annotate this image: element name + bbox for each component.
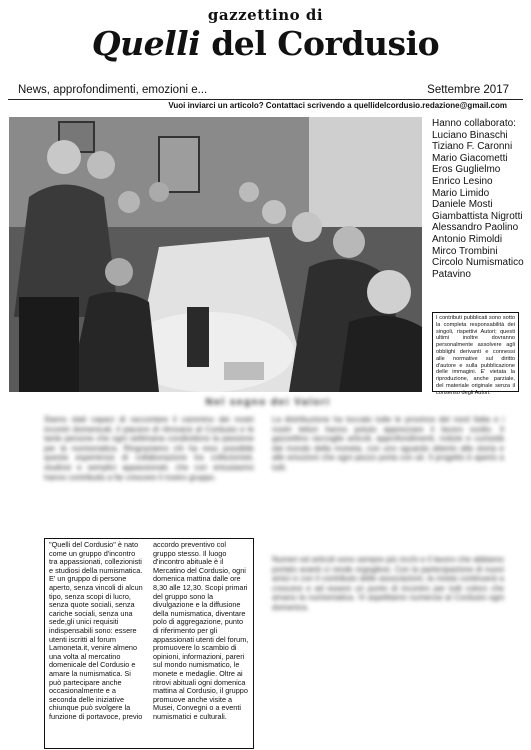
newsletter-kicker: gazzettino di (207, 6, 324, 24)
collaborator-name: Tiziano F. Caronni (432, 141, 513, 153)
collaborator-name: Enrico Lesino (432, 175, 493, 187)
article-headline: Nel segno dei Valori (205, 397, 331, 408)
article-column-right-top: La distribuzione ha toccato tutte le province del nord Italia e i nostri lettori hanno potuto apprezzare il lavoro svolto. Il gazzettino raccoglie articoli, approfondimenti, notizie e curiosità dal mondo della moneta, con uno sguardo attento alla storia e alle emozioni che ogni pezzo porta con sé. Il progetto è aperto a tutti. (272, 415, 504, 472)
collaborators-list (432, 118, 524, 280)
collaborator-name: Mirco Trombini (432, 245, 498, 257)
issue-date: Settembre 2017 (427, 84, 509, 96)
copyright-disclaimer: I contributi pubblicati sono sotto la completa responsabilità dei singoli, rispettivi Autori; questi ultimi inoltre dovranno personalmente assolvere agli obblighi derivanti e connessi alle normative sul diritto d'autore e sulla pubblicazione delle immagini. E' vietata la riproduzione, anche parziale, del materiale originale senza il consenso degli Autori. (432, 312, 519, 392)
masthead-title (0, 24, 531, 63)
collaborator-name: Mario Giacometti (432, 152, 508, 164)
masthead-title-rest: del Cordusio (200, 24, 440, 63)
collaborator-name: Mario Limido (432, 187, 490, 199)
about-group-box: "Quelli del Cordusio" è nato come un gruppo d'incontro tra appassionati, collezionisti e studiosi della numismatica. E' un gruppo di persone aperto, senza vincoli di alcun tipo, senza scopi di lucro, senza quote sociali, senza cariche sociali, senza una sede,gli unici requisiti indispensabili sono: essere utenti iscritti al forum Lamoneta.it, venire almeno una volta al mercatino domenicale del Cordusio e amare la numismatica. Si può partecipare anche occasionalmente e a seconda delle iniziative chiunque può svolgere la funzione di portavoce, previo accordo preventivo col gruppo stesso. Il luogo d'incontro abituale è il Mercatino del Cordusio, ogni domenica mattina dalle ore 8,30 alle 12,30. Scopi primari del gruppo sono la divulgazione e la diffusione della numismatica, diventare polo di aggregazione, punto di riferimento per gli appassionati utenti del forum, promuovere lo scambio di opinioni, informazioni, pareri sul mondo numismatico, le monete e medaglie. Oltre ai ritrovi abituali ogni domenica mattina al Cordusio, il gruppo promuove anche visite a Musei, Convegni o a eventi numismatici e culturali. (44, 538, 254, 749)
collaborator-name: Luciano Binaschi (432, 129, 508, 141)
collaborator-name: Giambattista Nigrotti (432, 210, 523, 222)
collaborator-name: Alessandro Paolino (432, 222, 519, 234)
group-photo-illustration (9, 117, 422, 392)
contact-invite: Vuoi inviarci un articolo? Contattaci scrivendo a quellidelcordusio.redazione@gmail.com (168, 101, 507, 110)
tagline: News, approfondimenti, emozioni e... (18, 84, 208, 96)
article-column-right-bottom: Numeri ed articoli sono sempre più ricchi e il lavoro che abbiamo portato avanti ci rende orgogliosi. Con la partecipazione di nuovi amici e con il contributo delle associazioni, la rivista continuerà a crescere e ad essere un punto di incontro per tutti coloro che amano la numismatica. Vi aspettiamo numerosi al Cordusio ogni domenica. (272, 555, 504, 612)
collaborators-heading: Hanno collaborato: (432, 118, 516, 129)
collaborator-name: Daniele Mosti (432, 199, 493, 211)
collaborator-name: Antonio Rimoldi (432, 233, 503, 245)
collaborator-name: Patavino (432, 268, 471, 280)
masthead-title-italic: Quelli (91, 24, 201, 63)
collaborator-name: Eros Guglielmo (432, 164, 501, 176)
header-rule (8, 99, 523, 100)
group-photo (9, 117, 422, 392)
collaborator-name: Circolo Numismatico (432, 257, 524, 269)
article-column-left: Siamo stati capaci di raccontare il cammino dei nostri incontri domenicali, il piacere di ritrovarsi al Cordusio e le tante persone che ogni settimana condividono la passione per la numismatica. Ringraziamo chi ha reso possibile questa esperienza di collaborazione tra collezionisti, studiosi e semplici appassionati, che con entusiasmo hanno contribuito a far crescere il nostro gruppo. (44, 415, 254, 482)
